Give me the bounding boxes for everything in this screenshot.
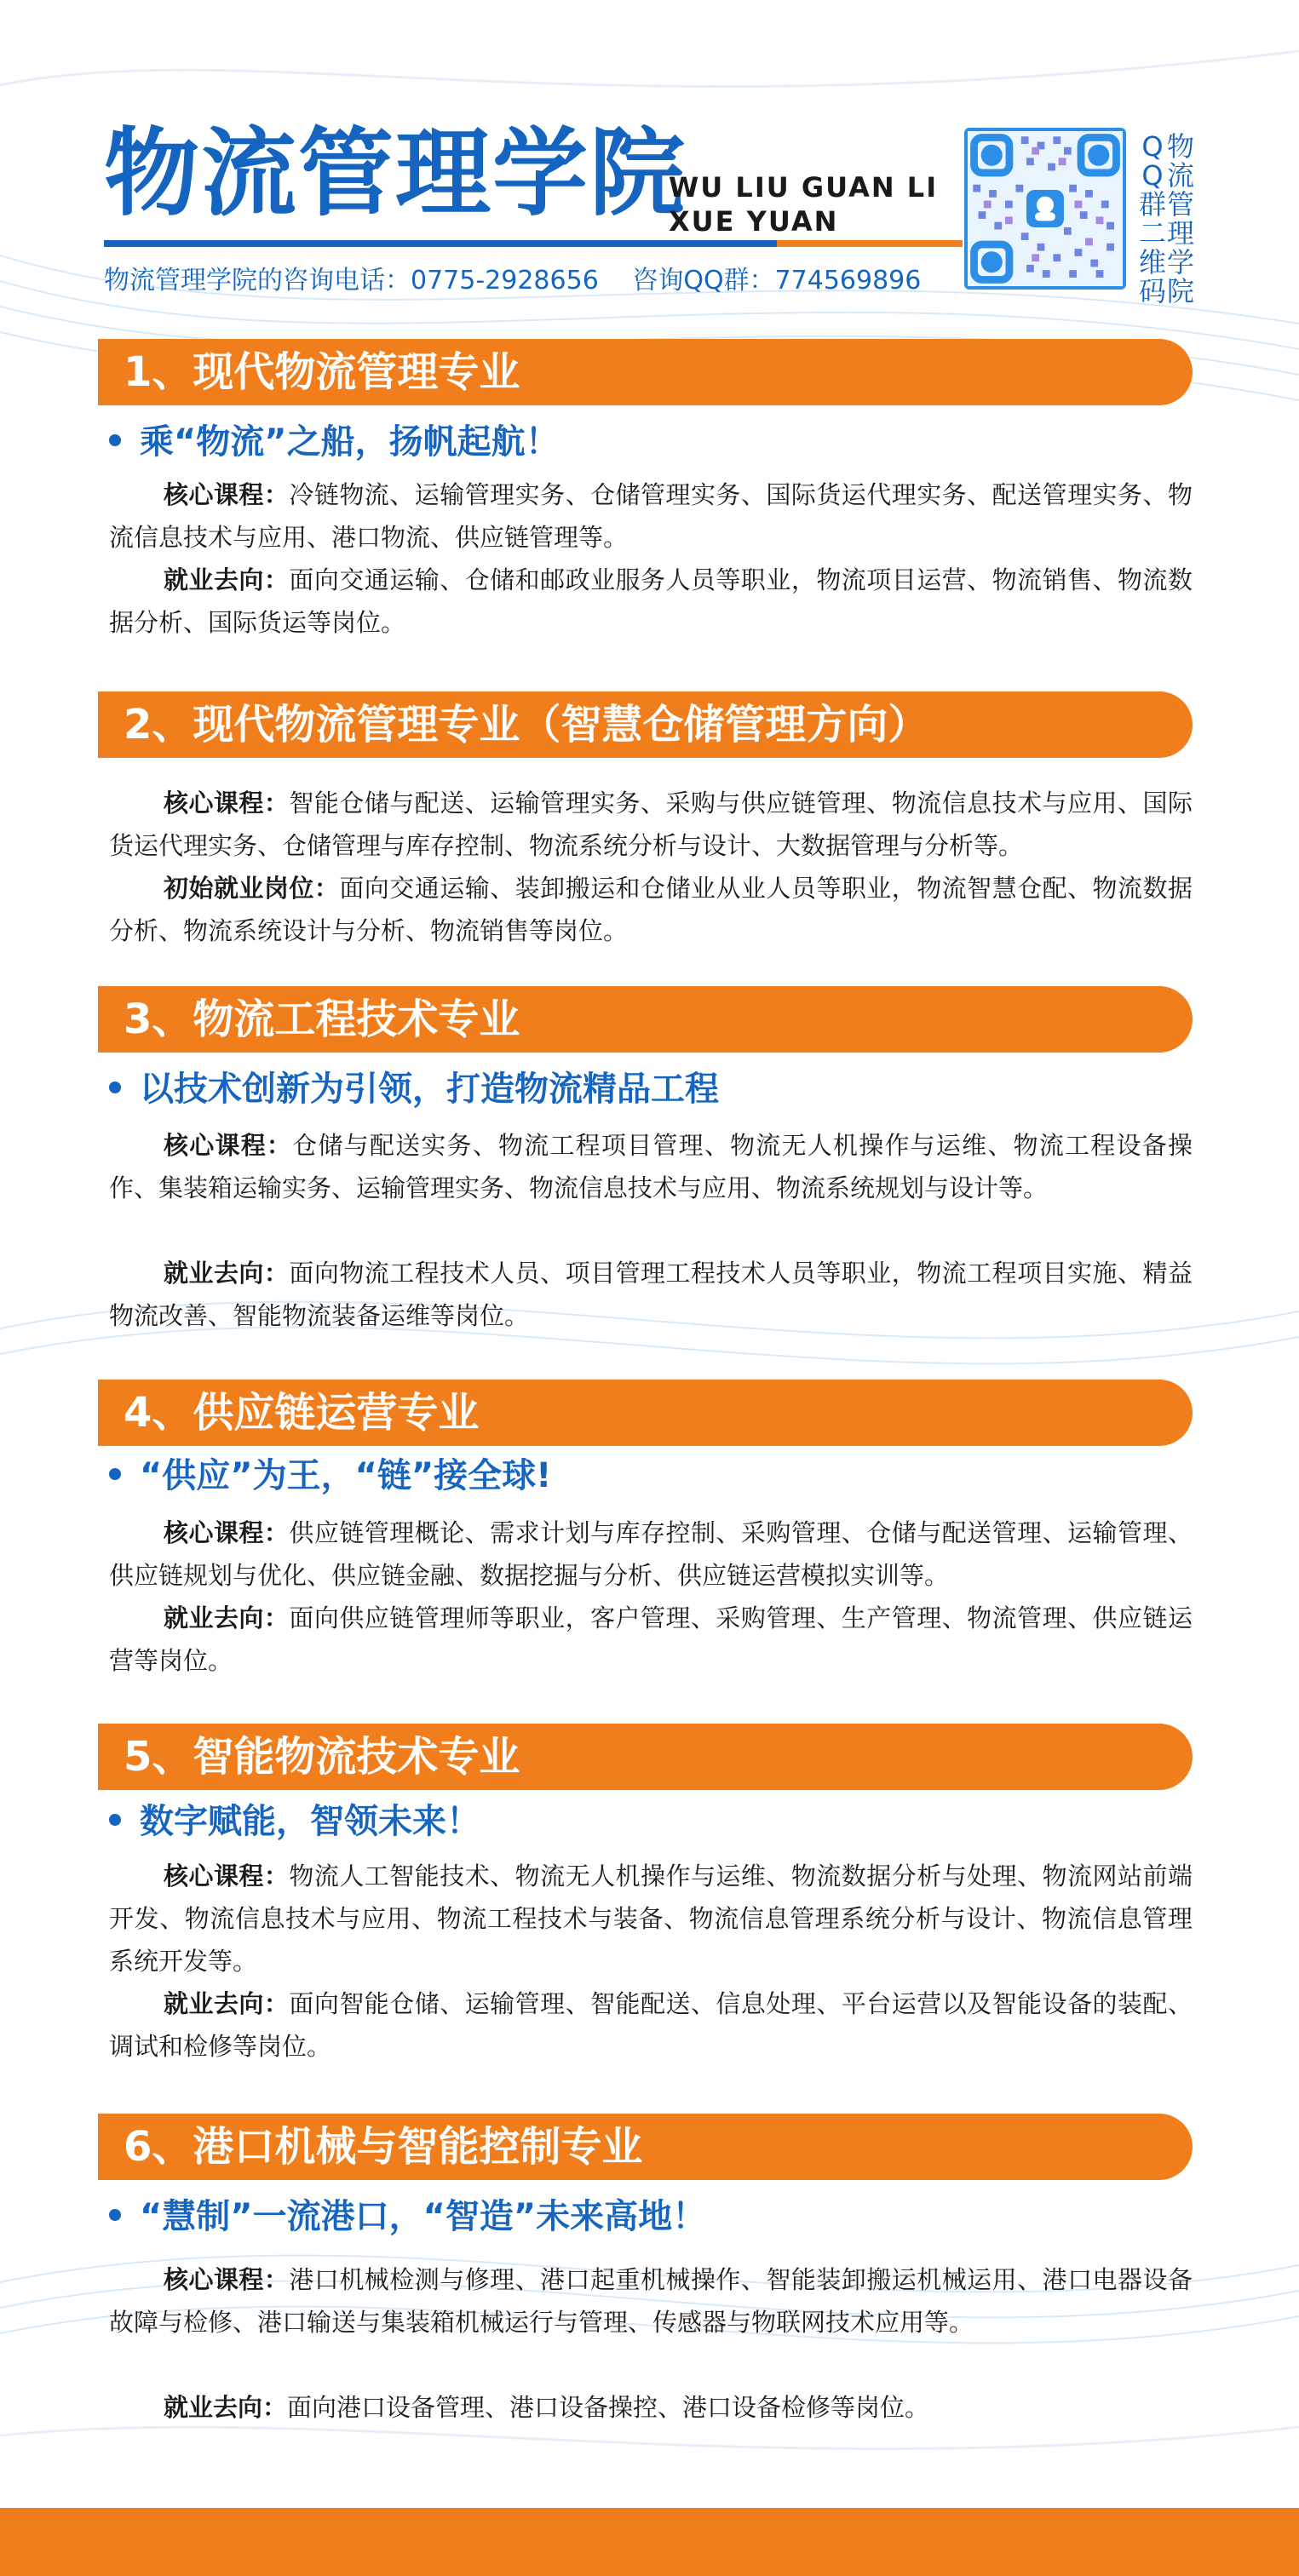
slogan-text: 以技术创新为引领，打造物流精品工程 [140,1070,719,1109]
title-pinyin-line2: XUE YUAN [669,205,839,238]
section-1-courses [109,473,1193,559]
course-label: 核心课程： [164,1518,290,1547]
course-label: 核心课程： [164,789,290,818]
section-header-5 [98,1724,1193,1790]
section-title: 6、港口机械与智能控制专业 [124,2123,643,2171]
header-divider-orange [777,240,963,247]
course-label: 核心课程： [164,1131,293,1160]
slogan-text: 乘“物流”之船，扬帆起航！ [140,422,560,462]
bullet-icon [109,2209,121,2221]
job-label: 初始就业岗位： [164,874,340,903]
course-text: 冷链物流、运输管理实务、仓储管理实务、国际货运代理实务、配送管理实务、物流信息技术与应用、港口物流、供应链管理等。 [109,480,1193,552]
section-header-2 [98,691,1193,758]
section-slogan-6 [109,2195,706,2238]
course-text: 仓储与配送实务、物流工程项目管理、物流无人机操作与运维、物流工程设备操作、集装箱运输实务、运输管理实务、物流信息技术与应用、物流系统规划与设计等。 [109,1131,1193,1202]
job-label: 就业去向： [164,565,290,594]
section-header-3 [98,986,1193,1053]
job-text: 面向交通运输、装卸搬运和仓储业从业人员等职业，物流智慧仓配、物流数据分析、物流系统设计与分析、物流销售等岗位。 [109,874,1193,945]
slogan-text: 数字赋能，智领未来！ [140,1802,480,1841]
footer-bar [0,2508,1299,2576]
job-text: 面向港口设备管理、港口设备操控、港口设备检修等岗位。 [287,2393,930,2422]
slogan-text: “慧制”一流港口，“智造”未来高地！ [140,2197,707,2236]
course-text: 智能仓储与配送、运输管理实务、采购与供应链管理、物流信息技术与应用、国际货运代理实务、仓储管理与库存控制、物流系统分析与设计、大数据管理与分析等。 [109,789,1193,860]
course-label: 核心课程： [164,2265,290,2294]
section-1-jobs [109,559,1193,644]
page-title: 物流管理学院 [104,118,687,229]
section-2-jobs [109,867,1193,952]
header-divider-blue [104,240,777,247]
section-slogan-3 [109,1068,719,1110]
qr-label-right: 物流管理学院 [1166,130,1194,307]
section-slogan-4 [109,1454,551,1497]
section-slogan-1 [109,421,560,463]
section-title: 1、现代物流管理专业 [124,348,520,396]
section-title: 3、物流工程技术专业 [124,995,520,1043]
title-pinyin [669,170,938,238]
section-6-jobs [109,2386,1193,2429]
section-title: 5、智能物流技术专业 [124,1733,520,1781]
bullet-icon [109,434,121,446]
section-header-4 [98,1380,1193,1446]
job-text: 面向物流工程技术人员、项目管理工程技术人员等职业，物流工程项目实施、精益物流改善、智能物流装备运维等岗位。 [109,1259,1193,1330]
section-header-6 [98,2114,1193,2180]
section-4-jobs [109,1597,1193,1682]
section-2-courses [109,782,1193,867]
section-slogan-5 [109,1800,480,1843]
job-label: 就业去向： [164,1259,290,1288]
course-label: 核心课程： [164,480,290,509]
job-text: 面向供应链管理师等职业，客户管理、采购管理、生产管理、物流管理、供应链运营等岗位。 [109,1604,1193,1675]
section-5-jobs [109,1982,1193,2068]
bullet-icon [109,1814,121,1826]
section-5-courses [109,1855,1193,1982]
job-label: 就业去向： [164,1989,290,2018]
qr-label-left: QQ群二维码 [1138,130,1166,307]
title-pinyin-line1: WU LIU GUAN LI [669,171,939,204]
qr-code-icon [964,128,1126,290]
section-header-1 [98,339,1193,405]
job-text: 面向交通运输、仓储和邮政业服务人员等职业，物流项目运营、物流销售、物流数据分析、国际货运等岗位。 [109,565,1193,637]
contact-qq: 咨询QQ群：774569896 [632,266,922,295]
section-3-jobs [109,1252,1193,1337]
job-label: 就业去向： [164,2393,288,2422]
slogan-text: “供应”为王，“链”接全球! [140,1456,552,1495]
job-label: 就业去向： [164,1604,290,1632]
contact-info [104,264,946,298]
contact-phone: 物流管理学院的咨询电话：0775-2928656 [104,266,599,295]
section-3-courses [109,1124,1193,1209]
section-title: 4、供应链运营专业 [124,1389,480,1437]
bullet-icon [109,1468,121,1480]
section-6-courses [109,2258,1193,2344]
section-4-courses [109,1512,1193,1597]
job-text: 面向智能仓储、运输管理、智能配送、信息处理、平台运营以及智能设备的装配、调试和检修等岗位。 [109,1989,1193,2061]
course-text: 港口机械检测与修理、港口起重机械操作、智能装卸搬运机械运用、港口电器设备故障与检修、港口输送与集装箱机械运行与管理、传感器与物联网技术应用等。 [109,2265,1193,2337]
course-text: 物流人工智能技术、物流无人机操作与运维、物流数据分析与处理、物流网站前端开发、物流信息技术与应用、物流工程技术与装备、物流信息管理系统分析与设计、物流信息管理系统开发等。 [109,1862,1193,1976]
course-label: 核心课程： [164,1862,290,1890]
section-title: 2、现代物流管理专业（智慧仓储管理方向） [124,701,929,749]
course-text: 供应链管理概论、需求计划与库存控制、采购管理、仓储与配送管理、运输管理、供应链规划与优化、供应链金融、数据挖掘与分析、供应链运营模拟实训等。 [109,1518,1193,1590]
bullet-icon [109,1081,121,1093]
